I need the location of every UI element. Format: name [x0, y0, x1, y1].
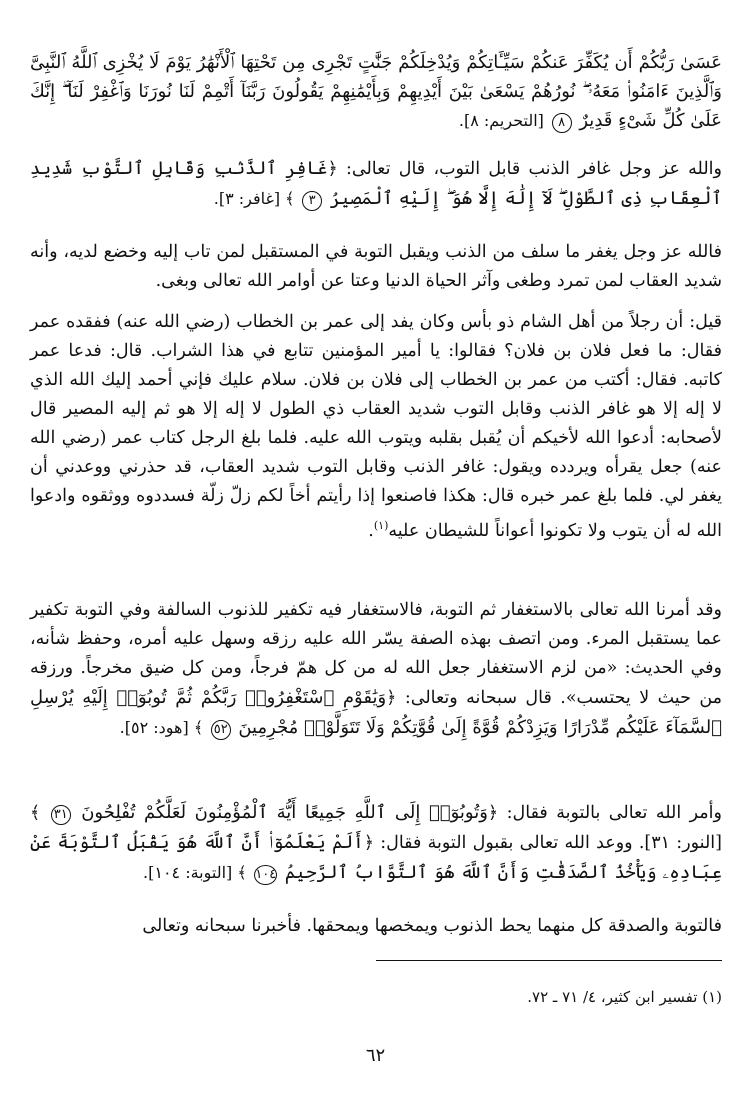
verse-reference: ﴾ [التوبة: ١٠٤]. [143, 863, 247, 882]
page-number: ٦٢ [365, 1045, 386, 1066]
paragraph-7 [30, 912, 722, 941]
verse-reference: [التحريم: ٨]. [458, 111, 544, 130]
quran-verse-text: أَلَمْ يَعْلَمُوٓا۟ أَنَّ ٱللَّهَ هُوَ يَقْبَلُ ٱلتَّوْبَةَ عَنْ عِبَادِهِۦ وَيَأْخُذُ ٱلصَّدَقَٰتِ وَأَنَّ ٱللَّهَ هُوَ ٱلتَّوَّابُ ٱلرَّحِيمُ [30, 832, 722, 883]
footnote-divider [376, 960, 722, 961]
paragraph-4 [30, 308, 722, 546]
verse-reference: ﴾ [هود: ٥٢]. [119, 718, 204, 737]
paragraph-text: والله عز وجل غافر الذنب قابل التوب، قال تعالى: ﴿ [327, 159, 722, 179]
quran-verse-text: وَتُوبُوٓا۟ إِلَى ٱللَّهِ جَمِيعًا أَيُّهَ ٱلْمُؤْمِنُونَ لَعَلَّكُمْ تُفْلِحُونَ [81, 802, 488, 823]
paragraph-3 [30, 238, 722, 296]
paragraph-text: فالتوبة والصدقة كل منهما يحط الذنوب ويمخصها ويمحقها. فأخبرنا سبحانه وتعالى [142, 916, 722, 936]
quran-verse-text: غَافِرِ ٱلذَّنۢبِ وَقَابِلِ ٱلتَّوْبِ شَدِيدِ ٱلْعِقَابِ ذِى ٱلطَّوْلِ ۖ لَآ إِلَٰهَ إِلَّا هُوَ ۖ إِلَيْهِ ٱلْمَصِيرُ [30, 158, 722, 209]
paragraph-text: وقد أمرنا الله تعالى بالاستغفار ثم التوبة، فالاستغفار فيه تكفير للذنوب السالفة وفي التوبة تكفير عما يستقبل المرء. ومن اتصف بهذه الصفة يسّر الله عليه رزقه وسهل عليه أمره، وحفظ شأنه، وفي الحديث: «من لزم الاستغفار جعل الله له من كل همّ فرجاً، ومن كل ضيق مخرجاً. ورزقه من حيث لا يحتسب». قال سبحانه وتعالى: ﴿ [30, 600, 723, 708]
verse-reference: ﴾ [غافر: ٣]. [213, 189, 295, 208]
verse-number-marker: ١٠٤ [254, 865, 277, 885]
paragraph-text: فالله عز وجل يغفر ما سلف من الذنب ويقبل التوبة في المستقبل لمن تاب إليه وخضع لديه، وأنه شديد العقاب لمن تمرد وطغى وآثر الحياة الدنيا وعتا عن أوامر الله تعالى وبغى. [30, 242, 722, 291]
paragraph-end: . [368, 520, 374, 541]
quran-verse-text: عَسَىٰ رَبُّكُمْ أَن يُكَفِّرَ عَنكُمْ سَيِّـَٔاتِكُمْ وَيُدْخِلَكُمْ جَنَّٰتٍ تَجْرِى مِن تَحْتِهَا ٱلْأَنْهَٰرُ يَوْمَ لَا يُخْزِى ٱللَّهُ ٱلنَّبِىَّ وَٱلَّذِينَ ءَامَنُوا۟ مَعَهُۥ ۖ نُورُهُمْ يَسْعَىٰ بَيْنَ أَيْدِيهِمْ وَبِأَيْمَٰنِهِمْ يَقُولُونَ رَبَّنَآ أَتْمِمْ لَنَا نُورَنَا وَٱغْفِرْ لَنَآ ۖ إِنَّكَ عَلَىٰ كُلِّ شَىْءٍ قَدِيرٌ [30, 52, 722, 131]
verse-number-marker: ٣ [302, 191, 322, 211]
footnote [30, 985, 722, 1009]
verse-number-marker: ٨ [552, 113, 572, 133]
paragraph-text: قيل: أن رجلاً من أهل الشام ذو بأس وكان يفد إلى عمر بن الخطاب (رضي الله عنه) ففقده عمر فقال: ما فعل فلان بن فلان؟ فقالوا: يا أمير المؤمنين تتابع في هذا الشراب. قال: فدعا عمر كاتبه. فقال: أكتب من عمر بن الخطاب إلى فلان بن فلان. سلام عليك فإني أحمد إليك الله الذي لا إله إلا هو غافر الذنب وقابل التوب شديد العقاب ذي الطول لا إله إلا هو ثم إليه المصير قال لأصحابه: أدعوا الله لأخيكم أن يُقبل بقلبه ويتوب الله عليه. فلما بلغ الرجل كتاب عمر (رضي الله عنه) جعل يقرأه ويردده ويقول: غافر الذنب وقابل التوب شديد العقاب، قد حذرني ووعدني أن يغفر لي. فلما بلغ عمر خبره قال: هكذا فاصنعوا إذا رأيتم أخاً لكم زلّ زلّة فسددوه ووثقوه وادعوا الله له أن يتوب ولا تكونوا أعواناً للشيطان عليه [30, 312, 722, 541]
paragraph-2 [30, 154, 722, 214]
paragraph-6 [30, 798, 722, 888]
verse-number-marker: ٥٢ [211, 720, 231, 740]
paragraph-text: ﴾ [النور: ٣١]. ووعد الله تعالى بقبول التوبة فقال: ﴿ [30, 803, 722, 853]
paragraph-text: وأمر الله تعالى بالتوبة فقال: ﴿ [487, 803, 722, 823]
footnote-reference: (١) [373, 519, 389, 532]
footnote-marker: (١) [702, 988, 722, 1006]
paragraph-1 [30, 48, 722, 135]
quran-verse-text: وَيَٰقَوْمِ ٱسْتَغْفِرُوا۟ رَبَّكُمْ ثُمَّ تُوبُوٓا۟ إِلَيْهِ يُرْسِلِ ٱلسَّمَآءَ عَلَيْكُم مِّدْرَارًا وَيَزِدْكُمْ قُوَّةً إِلَىٰ قُوَّتِكُمْ وَلَا تَتَوَلَّوْا۟ مُجْرِمِينَ [30, 687, 722, 738]
footnote-text: تفسير ابن كثير، ٤/ ٧١ ـ ٧٢. [527, 988, 698, 1006]
verse-number-marker: ٣١ [51, 805, 71, 825]
paragraph-5 [30, 596, 722, 743]
